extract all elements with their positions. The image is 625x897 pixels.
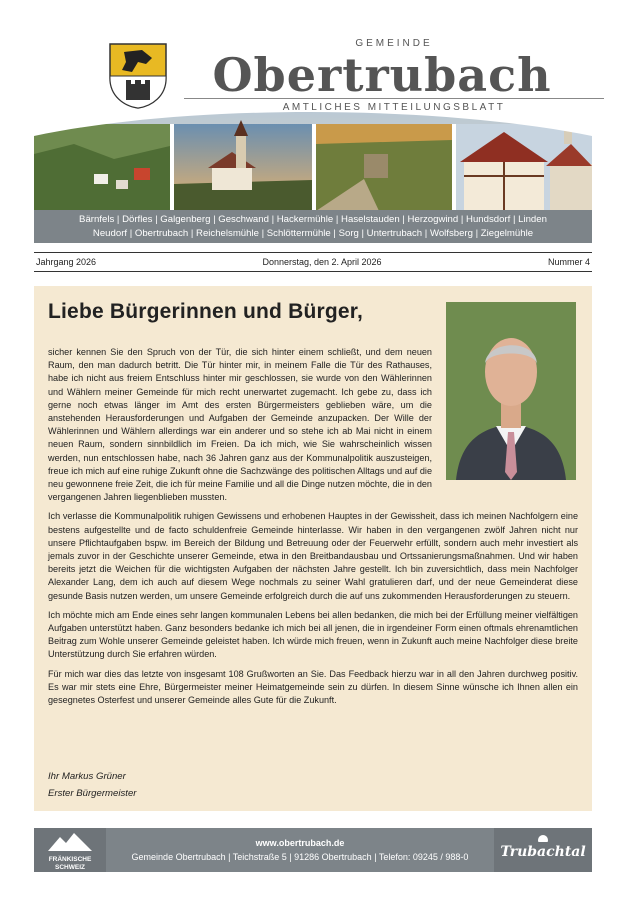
- letter-paragraph: Ich möchte mich am Ende eines sehr langen kommunalen Lebens bei allen bedanken, die mich bei der Erfüllung meiner vielfältigen Aufgaben unterstützt haben. Ganz besonders bedanke ich mich bei all jenen, die in irgendeiner Form einen oftmals ehrenamtlichen Beitrag zum Wohle unserer Gemeinde geleistet haben. Ich würde mich freuen, wenn in Zukunft auch meine Nachfolger diese breite Unterstützung durch Sie erfahren würden.: [48, 609, 578, 660]
- village-list: [34, 210, 592, 243]
- letter-greeting: Liebe Bürgerinnen und Bürger,: [48, 300, 363, 323]
- coat-of-arms-icon: [108, 42, 168, 110]
- issue-number: Nummer 4: [547, 257, 590, 267]
- letter-paragraph: Für mich war dies das letzte von insgesamt 108 Grußworten an Sie. Das Feedback hierzu war in all den Jahren durchweg positiv. Es war mir stets eine Ehre, Bürgermeister meiner Heimatgemeinde sein zu dürfen. In diesem Sinne wünsche ich Ihnen allen ein gesegnetes Osterfest und unserer Gemeinde alles Gute für die Zukunft.: [48, 668, 578, 706]
- footer-address: Gemeinde Obertrubach | Teichstraße 5 | 91286 Obertrubach | Telefon: 09245 / 988-0: [131, 852, 469, 862]
- issue-date: Donnerstag, den 2. April 2026: [262, 257, 382, 267]
- letter-body: [48, 346, 578, 713]
- trubachtal-logo: [494, 828, 592, 872]
- footer: [34, 828, 592, 872]
- letter-signature: [48, 768, 137, 802]
- masthead: [34, 28, 592, 210]
- village-list-line2: Neudorf | Obertrubach | Reichelsmühle | Schlöttermühle | Sorg | Untertrubach | Wolfsberg | Ziegelmühle: [92, 228, 534, 239]
- right-logo-text: Trubachtal: [500, 844, 586, 860]
- mountain-logo-icon: [46, 831, 94, 853]
- issue-year: Jahrgang 2026: [36, 257, 97, 267]
- village-list-line1: Bärnfels | Dörfles | Galgenberg | Geschwand | Hackermühle | Haselstauden | Herzogwind | Hundsdorf | Linden: [79, 214, 547, 225]
- signature-title: Erster Bürgermeister: [48, 788, 137, 799]
- signature-name: Ihr Markus Grüner: [48, 771, 126, 782]
- left-logo-text: FRÄNKISCHE SCHWEIZ: [48, 856, 92, 871]
- footer-url[interactable]: www.obertrubach.de: [255, 838, 345, 848]
- letter-paragraph: sicher kennen Sie den Spruch von der Tür, die sich hinter einem schließt, und dem neuen Raum, den man dadurch betritt. Die Tür hinter mir, in meinem Falle die Tür des Rathauses, habe ich nicht aus freiem Entschluss hinter mir geschlossen, sie wurde von den Wählerinnen und Wählern meiner Gemeinde für mich recht unerwartet zugemacht. Ich gebe zu, dass ich gerne noch etwas länger im Amt des ersten Bürgermeisters geblieben wäre, um die anstehenden Herausforderungen und Aufgaben der Gemeinde anzupacken. Der Wille der Wählerinnen und Wählern allerdings war ein anderer und so stehe ich ab Mai nicht in einem neuen Raum, sondern sinnbildlich im Freien. Da ich mich, wie Sie wahrscheinlich wissen werden, nun entschlossen habe, nach 36 Jahren ganz aus der Kommunalpolitik auszusteigen, freue ich mich auf eine ruhige Zukunft ohne die Sachzwänge des politischen Alltags und auf die neu gewonnene freie Zeit, die ich für meine Familie und all die Dinge nutzen möchte, die in den vergangenen Jahren liegenblieben mussten.: [48, 347, 432, 503]
- sun-logo-icon: [533, 830, 553, 842]
- letter-paragraph: Ich verlasse die Kommunalpolitik ruhigen Gewissens und erhobenen Hauptes in der Gewissheit, dass ich meinen Nachfolgern eine bestens aufgestellte und de facto schuldenfreie Gemeinde hinterlasse. Wir haben in den vergangenen zwölf Jahren nicht nur unsere Pflichtaufgaben bspw. im Bereich der Bildung und Betreuung oder der Feuerwehr erfüllt, sondern auch mehr investiert als jemals zuvor in der Geschichte unserer Gemeinde, etwa in den Breitbandausbau und Ortssanierungsmaßnahmen. Und wir haben bereits jetzt die Weichen für die wichtigsten Aufgaben der nächsten Jahre gestellt. Ich bin zuversichtlich, dass mein Nachfolger Alexander Lang, dem ich auch auf diesem Wege nochmals zu seiner Wahl gratulieren darf, und der neue Gemeinderat diese gesunde Basis nutzen werden, um unsere Gemeinde erfolgreich durch die auf uns zukommenden Herausforderungen zu steuern.: [48, 511, 578, 601]
- issue-bar: [34, 252, 592, 272]
- masthead-subtitle: AMTLICHES MITTEILUNGSBLATT: [184, 98, 604, 113]
- mayor-letter: [34, 286, 592, 811]
- masthead-title: Obertrubach: [212, 48, 552, 102]
- masthead-kicker: GEMEINDE: [355, 38, 433, 49]
- fraenkische-schweiz-logo: [34, 828, 106, 872]
